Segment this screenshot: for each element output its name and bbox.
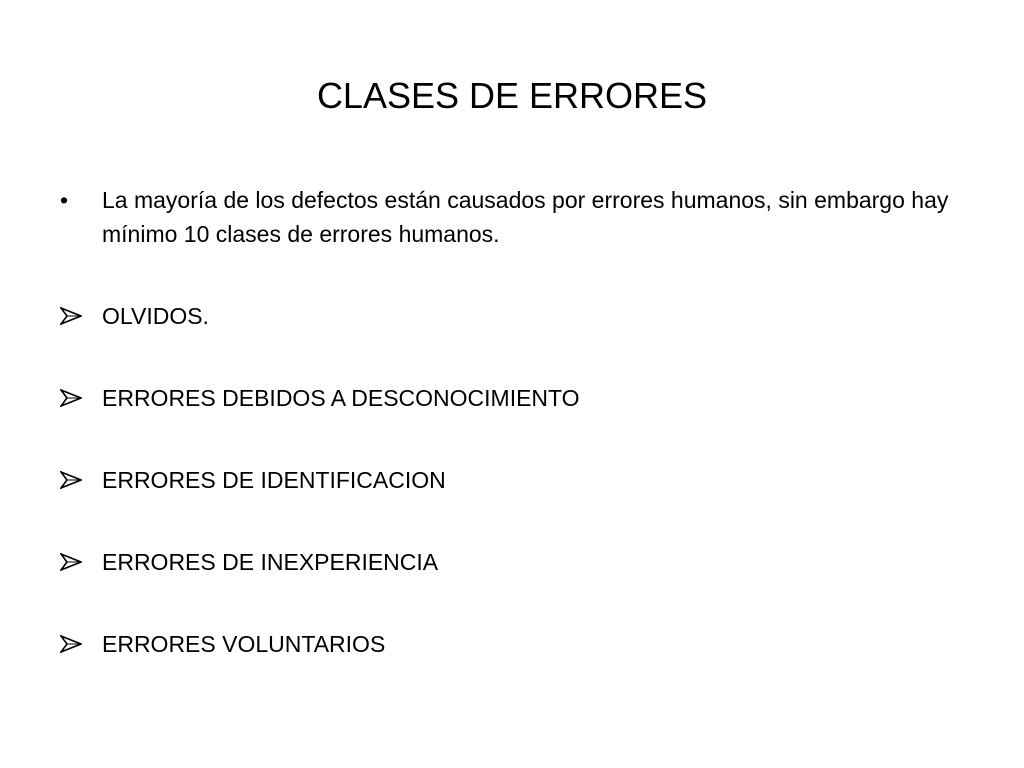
list-item xyxy=(60,545,960,579)
intro-paragraph xyxy=(60,183,960,251)
list-item-label: OLVIDOS. xyxy=(102,303,209,329)
bullet-dot-icon: • xyxy=(60,187,69,213)
list-item-label: ERRORES DE IDENTIFICACION xyxy=(102,467,446,493)
list-item xyxy=(60,463,960,497)
slide-title: CLASES DE ERRORES xyxy=(316,75,708,116)
error-types-list xyxy=(60,299,960,661)
arrow-bullet-icon xyxy=(60,635,82,653)
arrow-bullet-icon xyxy=(60,471,82,489)
list-item xyxy=(60,299,960,333)
slide-content xyxy=(60,183,960,709)
arrow-bullet-icon xyxy=(60,553,82,571)
list-item-label: ERRORES DE INEXPERIENCIA xyxy=(102,549,439,575)
list-item-label: ERRORES VOLUNTARIOS xyxy=(102,631,386,657)
list-item xyxy=(60,627,960,661)
arrow-bullet-icon xyxy=(60,389,82,407)
list-item-label: ERRORES DEBIDOS A DESCONOCIMIENTO xyxy=(102,385,580,411)
list-item xyxy=(60,381,960,415)
intro-text: La mayoría de los defectos están causados por errores humanos, sin embargo hay mínimo 10 clases de errores humanos. xyxy=(102,187,949,247)
arrow-bullet-icon xyxy=(60,307,82,325)
